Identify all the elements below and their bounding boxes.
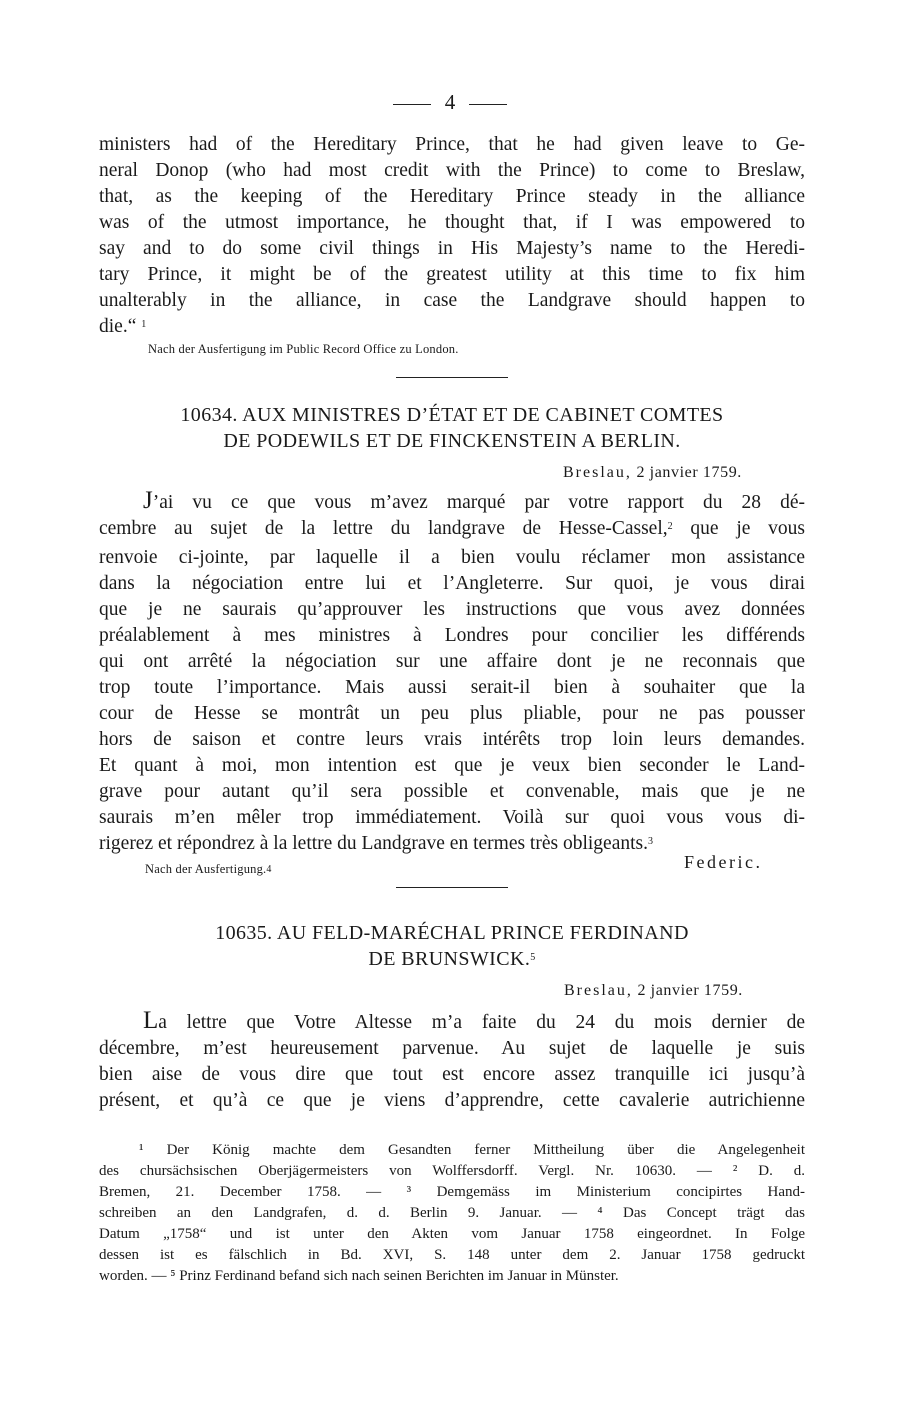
source-note-london: Nach der Ausfertigung im Public Record Office zu London. [148,342,459,356]
text-line: grave pour autant qu’il sera possible et convenable, mais que je ne [99,781,805,802]
line-text: cembre au sujet de la lettre du landgrave de Hesse-Cassel, [99,518,668,539]
heading-line: 10635. AU FELD-MARÉCHAL PRINCE FERDINAND [215,922,689,944]
dateline-date: 2 janvier 1759. [637,982,743,999]
text-line: préalablement à mes ministres à Londres pour concilier les différends [99,625,805,646]
text-line: unalterably in the alliance, in case the Landgrave should happen to [99,290,805,311]
text-line-last [99,314,805,343]
text-line: bien aise de vous dire que tout est encore assez tranquille ici jusqu’à [99,1064,805,1085]
text-line: was of the utmost importance, he thought that, if I was empowered to [99,212,805,233]
text-line: hors de saison et contre leurs vrais intérêts trop loin leurs demandes. [99,729,805,750]
line-text: ’ai vu ce que vous m’avez marqué par votre rapport du 28 dé- [152,492,805,513]
footnote-line: dessen ist es fälschlich in Bd. XVI, S. 148 unter dem 2. Januar 1758 gedruckt [99,1247,805,1263]
text-line: cour de Hesse se montrât un peu plus pliable, pour ne pas pousser [99,703,805,724]
text-line: décembre, m’est heureusement parvenue. Au sujet de laquelle je suis [99,1038,805,1059]
footnote-line: Datum „1758“ und ist unter den Akten vom Januar 1758 eingeordnet. In Folge [99,1226,805,1242]
text-line: renvoie ci-jointe, par laquelle il a bien voulu réclamer mon assistance [99,547,805,568]
page-number-dash-right [469,104,507,105]
footnote-ref: 5 [530,952,536,963]
page-number-value: 4 [444,90,456,114]
initial-letter: J [143,487,153,514]
text-line: neral Donop (who had most credit with the Prince) to come to Breslaw, [99,160,805,181]
text-line: qui ont arrêté la négociation sur une affaire dont je ne reconnais que [99,651,805,672]
heading-line: 10634. AUX MINISTRES D’ÉTAT ET DE CABINET COMTES [180,404,724,426]
signature: Federic. [684,852,763,872]
last-line-text: die.“ [99,316,137,337]
footnote-ref: 4 [266,864,272,875]
initial-letter: L [143,1007,159,1034]
section-divider [396,377,508,378]
heading-line-2 [99,946,805,976]
text-line: que je ne saurais qu’approuver les instructions que vous avez données [99,599,805,620]
footnote-line: des chursächsischen Oberjägermeisters von Wolffersdorff. Vergl. Nr. 10630. — ² D. d. [99,1163,805,1179]
dateline-10635 [564,982,743,1000]
text-line: that, as the keeping of the Hereditary Prince steady in the alliance [99,186,805,207]
heading-line: DE PODEWILS ET DE FINCKENSTEIN A BERLIN. [223,430,681,452]
footnote-line: schreiben an den Landgrafen, d. d. Berlin 9. Januar. — ⁴ Das Concept trägt das [99,1205,805,1221]
dateline-place: Breslau, [564,982,633,999]
footnote-ref: 2 [667,521,673,532]
line-text: que je vous [690,518,805,539]
text-line: say and to do some civil things in His Majesty’s name to the Heredi- [99,238,805,259]
footnote-line: Bremen, 21. December 1758. — ³ Demgemäss im Ministerium concipirtes Hand- [99,1184,805,1200]
text-line: ministers had of the Hereditary Prince, that he had given leave to Ge- [99,134,805,155]
dateline-10634 [563,464,742,482]
section-divider [396,887,508,888]
line-text: rigerez et répondrez à la lettre du Landgrave en termes très obligeants. [99,833,648,854]
letter-heading-10634 [99,402,805,454]
continuation-paragraph [99,132,805,343]
source-text: Nach der Ausfertigung. [145,862,267,876]
text-line [99,516,805,545]
footnote-ref: 1 [141,319,147,330]
dateline-place: Breslau, [563,464,632,481]
footnote-line-last: worden. — ⁵ Prinz Ferdinand befand sich nach seinen Berichten im Januar in Münster. [99,1268,619,1284]
heading-text: DE BRUNSWICK. [368,948,531,970]
page-number [0,90,900,115]
footnote-line: ¹ Der König machte dem Gesandten ferner Mittheilung über die Angelegenheit [139,1142,805,1158]
text-line: tary Prince, it might be of the greatest utility at this time to fix him [99,264,805,285]
letter-body-10634 [99,488,805,860]
page-number-dash-left [393,104,431,105]
source-note-10634 [145,862,272,877]
line-text: a lettre que Votre Altesse m’a faite du 24 du mois dernier de [158,1012,805,1033]
dateline-date: 2 janvier 1759. [636,464,742,481]
text-line: trop toute l’importance. Mais aussi serait-il bien à souhaiter que la [99,677,805,698]
letter-heading-10635 [99,920,805,976]
text-line: dans la négociation entre lui et l’Angleterre. Sur quoi, je vous dirai [99,573,805,594]
footnote-ref: 3 [648,836,653,847]
text-line: Et quant à moi, mon intention est que je veux bien seconder le Land- [99,755,805,776]
text-line [99,488,805,516]
text-line: présent, et qu’à ce que je viens d’apprendre, cette cavalerie autrichienne [99,1090,805,1111]
footnotes [99,1140,805,1287]
letter-body-10635 [99,1008,805,1114]
text-line [99,1008,805,1036]
text-line: saurais m’en mêler trop immédiatement. Voilà sur quoi vous vous di- [99,807,805,828]
